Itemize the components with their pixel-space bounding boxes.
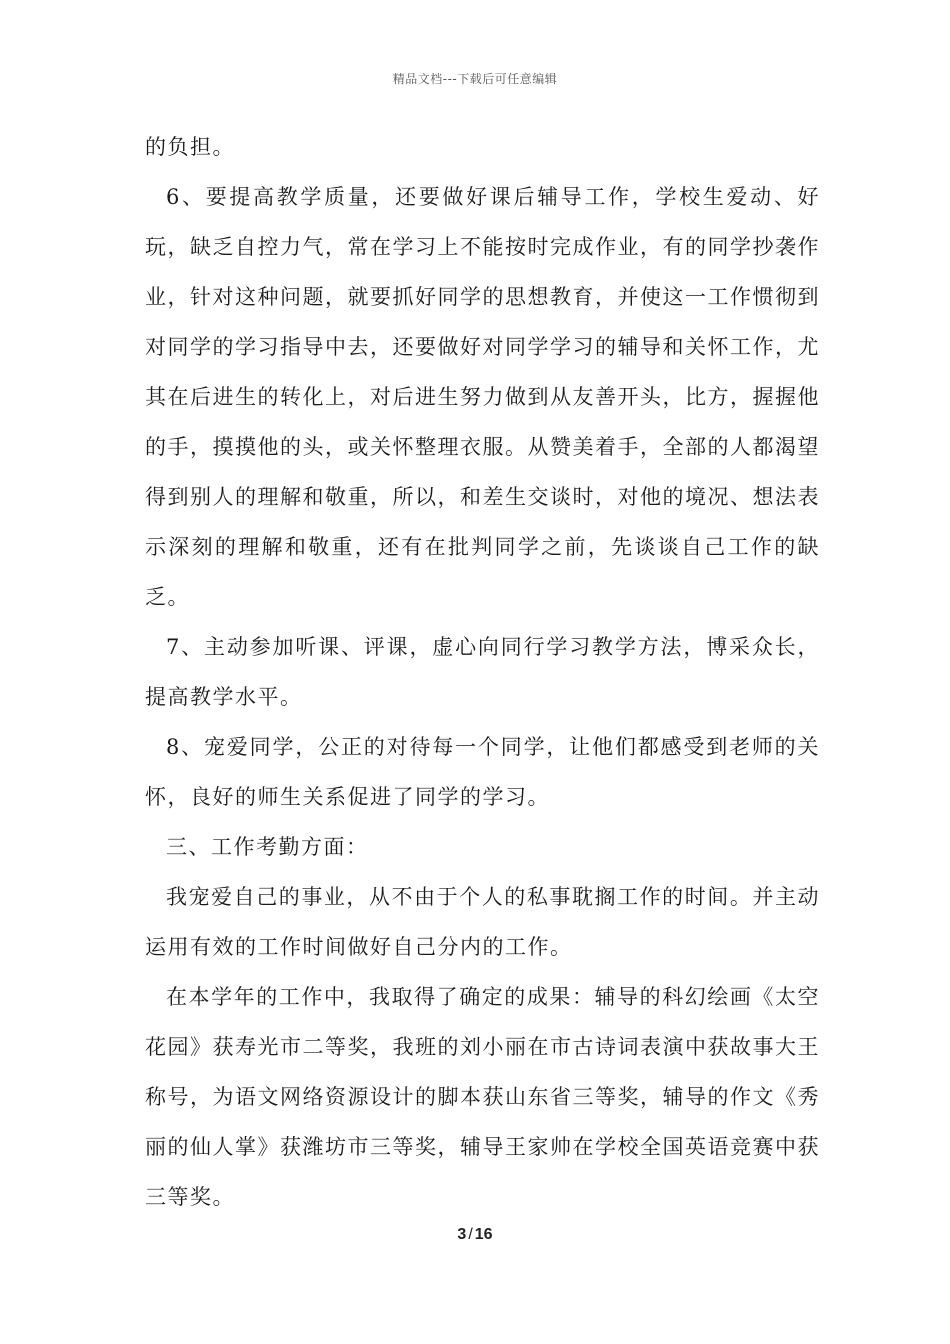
section-heading: 三、工作考勤方面： <box>166 835 369 859</box>
page-header: 精品文档---下载后可任意编辑 <box>392 72 558 86</box>
page-number <box>0 1226 950 1244</box>
current-page: 3 <box>457 1226 467 1243</box>
page-separator: / <box>468 1226 473 1243</box>
paragraph-2: 6、要提高教学质量，还要做好课后辅导工作，学校生爱动、好玩，缺乏自控力气，常在学习上不能按时完成作业，有的同学抄袭作业，针对这种问题，就要抓好同学的思想教育，并使这一工作惯彻到对同学的学习指导中去，还要做好对同学学习的辅导和关怀工作，尤其在后进生的转化上，对后进生努力做到从友善开头，比方，握握他的手，摸摸他的头，或关怀整理衣服。从赞美着手，全部的人都渴望得到别人的理解和敬重，所以，和差生交谈时，对他的境况、想法表示深刻的理解和敬重，还有在批判同学之前，先谈谈自己工作的缺乏。 <box>145 185 820 609</box>
paragraph-4: 8、宠爱同学，公正的对待每一个同学，让他们都感受到老师的关怀，良好的师生关系促进了同学的学习。 <box>145 735 820 809</box>
document-body <box>145 122 820 1222</box>
paragraph-3: 7、主动参加听课、评课，虚心向同行学习教学方法，博采众长，提高教学水平。 <box>145 635 820 709</box>
total-pages: 16 <box>474 1226 493 1243</box>
paragraph-6: 在本学年的工作中，我取得了确定的成果：辅导的科幻绘画《太空花园》获寿光市二等奖，我班的刘小丽在市古诗词表演中获故事大王称号，为语文网络资源设计的脚本获山东省三等奖，辅导的作文《秀丽的仙人掌》获潍坊市三等奖，辅导王家帅在学校全国英语竞赛中获三等奖。 <box>145 985 820 1209</box>
paragraph-5: 我宠爱自己的事业，从不由于个人的私事耽搁工作的时间。并主动运用有效的工作时间做好自己分内的工作。 <box>145 885 820 959</box>
paragraph-1: 的负担。 <box>145 135 235 159</box>
